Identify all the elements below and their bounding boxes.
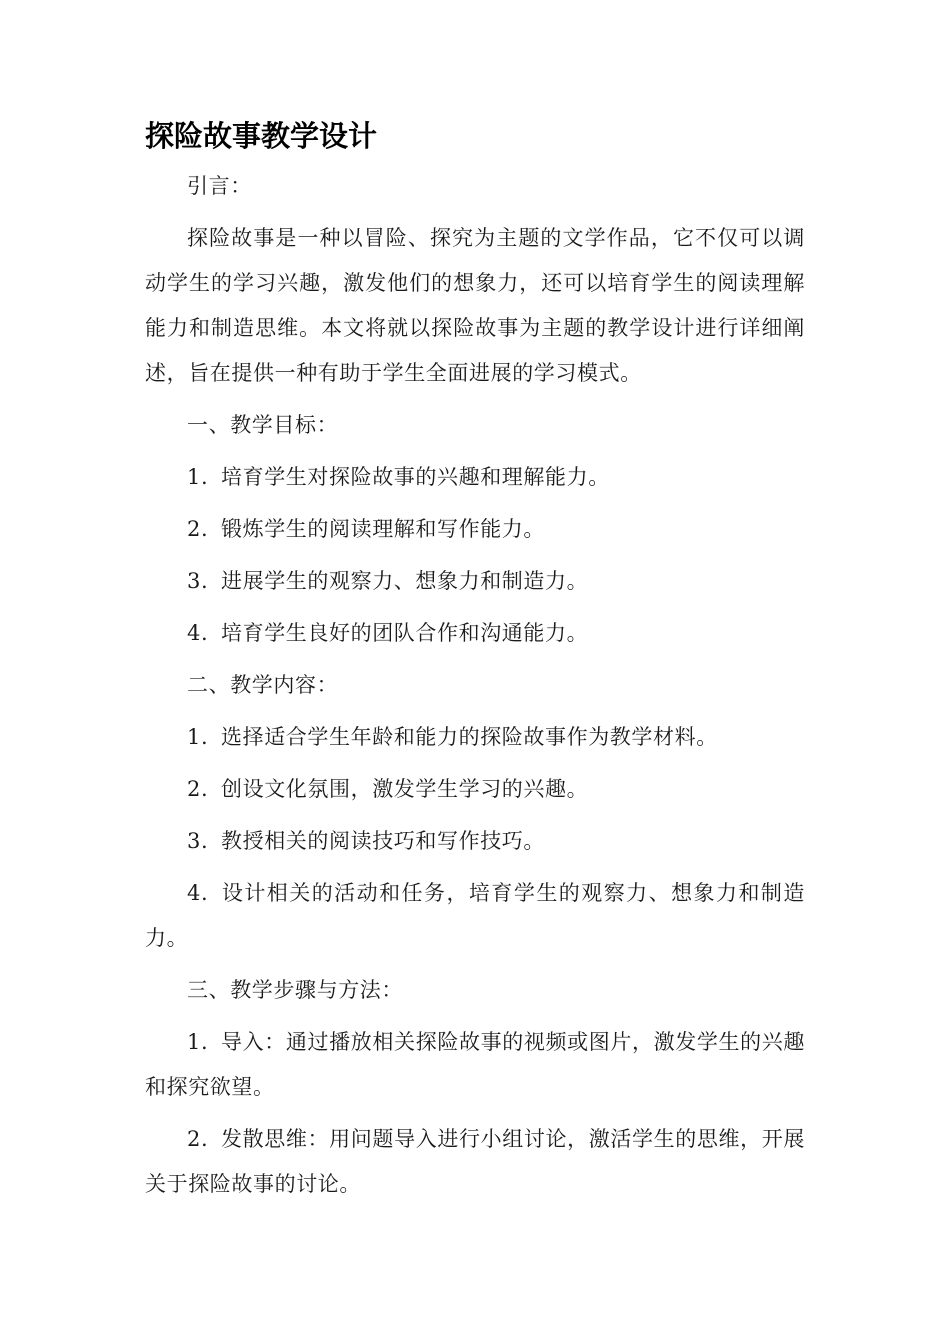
section-teaching-goals <box>145 403 805 656</box>
list-item <box>145 1020 805 1110</box>
item-text: 锻炼学生的阅读理解和写作能力。 <box>221 517 545 541</box>
item-number: 2. <box>187 517 209 541</box>
section-teaching-content <box>145 663 805 961</box>
item-number: 2. <box>187 777 209 801</box>
list-item <box>145 507 805 552</box>
item-text: 发散思维：用问题导入进行小组讨论，激活学生的思维，开展关于探险故事的讨论。 <box>145 1127 805 1196</box>
item-number: 3. <box>187 829 209 853</box>
list-item <box>145 767 805 812</box>
item-text: 教授相关的阅读技巧和写作技巧。 <box>221 829 545 853</box>
intro-label: 引言： <box>187 174 252 198</box>
section-heading: 二、教学内容： <box>187 673 339 697</box>
item-text: 设计相关的活动和任务，培育学生的观察力、想象力和制造力。 <box>145 881 805 950</box>
list-item <box>145 455 805 500</box>
item-number: 4. <box>187 621 209 645</box>
item-number: 1. <box>187 725 209 749</box>
item-text: 进展学生的观察力、想象力和制造力。 <box>221 569 589 593</box>
item-text: 培育学生对探险故事的兴趣和理解能力。 <box>221 465 610 489</box>
list-item <box>145 819 805 864</box>
item-number: 3. <box>187 569 209 593</box>
intro-paragraph: 探险故事是一种以冒险、探究为主题的文学作品，它不仅可以调动学生的学习兴趣，激发他们的想象力，还可以培育学生的阅读理解能力和制造思维。本文将就以探险故事为主题的教学设计进行详细阐述，旨在提供一种有助于学生全面进展的学习模式。 <box>145 226 805 385</box>
section-teaching-steps <box>145 968 805 1207</box>
item-text: 培育学生良好的团队合作和沟通能力。 <box>221 621 589 645</box>
document-title: 探险故事教学设计 <box>145 119 378 153</box>
list-item <box>145 715 805 760</box>
section-heading: 一、教学目标： <box>187 413 339 437</box>
section-heading: 三、教学步骤与方法： <box>187 978 403 1002</box>
document-body <box>145 164 805 1214</box>
list-item <box>145 1117 805 1207</box>
list-item <box>145 611 805 656</box>
item-number: 4. <box>187 881 209 905</box>
item-number: 1. <box>187 465 209 489</box>
item-text: 选择适合学生年龄和能力的探险故事作为教学材料。 <box>221 725 718 749</box>
item-number: 2. <box>187 1127 209 1151</box>
item-text: 导入：通过播放相关探险故事的视频或图片，激发学生的兴趣和探究欲望。 <box>145 1030 805 1099</box>
item-number: 1. <box>187 1030 209 1054</box>
list-item <box>145 559 805 604</box>
list-item <box>145 871 805 961</box>
item-text: 创设文化氛围，激发学生学习的兴趣。 <box>221 777 589 801</box>
